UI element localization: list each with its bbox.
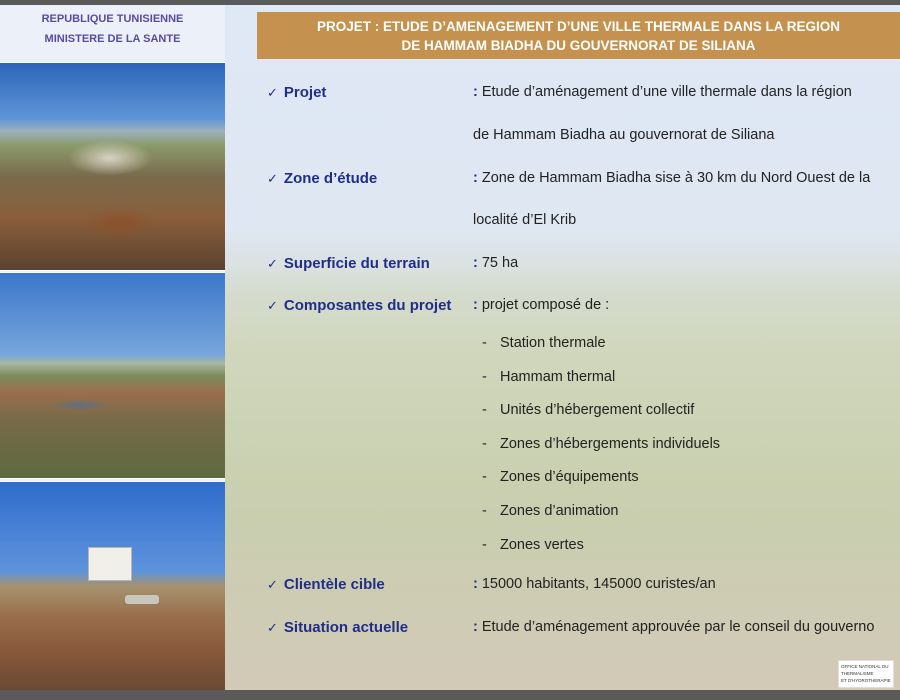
banner-line-1: PROJET : ETUDE D’AMENAGEMENT D’UNE VILLE THERMALE DANS LA REGION [316, 19, 841, 34]
list-item: - Zones d’hébergements individuels [482, 436, 721, 452]
check-icon: ✓ [267, 620, 278, 635]
value-composantes: : projet composé de : [473, 297, 610, 313]
list-item: - Unités d’hébergement collectif [482, 402, 695, 418]
title-banner [257, 12, 900, 59]
label-situation: ✓ Situation actuelle [267, 619, 409, 636]
bottom-border [0, 690, 900, 700]
label-clientele: ✓ Clientèle cible [267, 576, 385, 593]
value-projet-line1: : Etude d’aménagement d’une ville thermale dans la région [473, 84, 852, 100]
check-icon: ✓ [267, 171, 278, 186]
list-item: - Zones d’animation [482, 503, 619, 519]
list-item: - Station thermale [482, 335, 606, 351]
check-icon: ✓ [267, 85, 278, 100]
photo-building [0, 481, 225, 691]
value-zone-line2: localité d’El Krib [473, 212, 577, 228]
ministry-label: MINISTERE DE LA SANTE [44, 33, 181, 45]
value-zone-line1: : Zone de Hammam Biadha sise à 30 km du Nord Ouest de la [473, 170, 871, 186]
list-item: - Zones vertes [482, 537, 584, 553]
car [125, 595, 159, 604]
value-situation: : Etude d’aménagement approuvée par le conseil du gouverno [473, 619, 875, 635]
label-superficie: ✓ Superficie du terrain [267, 255, 430, 272]
white-building [88, 547, 132, 581]
label-composantes: ✓ Composantes du projet [267, 297, 452, 314]
list-item: - Hammam thermal [482, 369, 616, 385]
check-icon: ✓ [267, 256, 278, 271]
country-label: REPUBLIQUE TUNISIENNE [41, 13, 184, 25]
photo-fields [0, 272, 225, 479]
check-icon: ✓ [267, 298, 278, 313]
value-projet-line2: de Hammam Biadha au gouvernorat de Siliana [473, 127, 775, 143]
label-projet: ✓ Projet [267, 84, 327, 101]
check-icon: ✓ [267, 577, 278, 592]
photo-thermal-rocks [0, 62, 225, 271]
banner-line-2: DE HAMMAM BIADHA DU GOUVERNORAT DE SILIANA [401, 38, 756, 53]
organization-logo: OFFICE NATIONAL DU THERMALISME ET D'HYDROTHERAPIE [838, 660, 894, 688]
list-item: - Zones d’équipements [482, 469, 639, 485]
value-clientele: : 15000 habitants, 145000 curistes/an [473, 576, 716, 592]
label-zone: ✓ Zone d’étude [267, 170, 378, 187]
value-superficie: : 75 ha [473, 255, 519, 271]
